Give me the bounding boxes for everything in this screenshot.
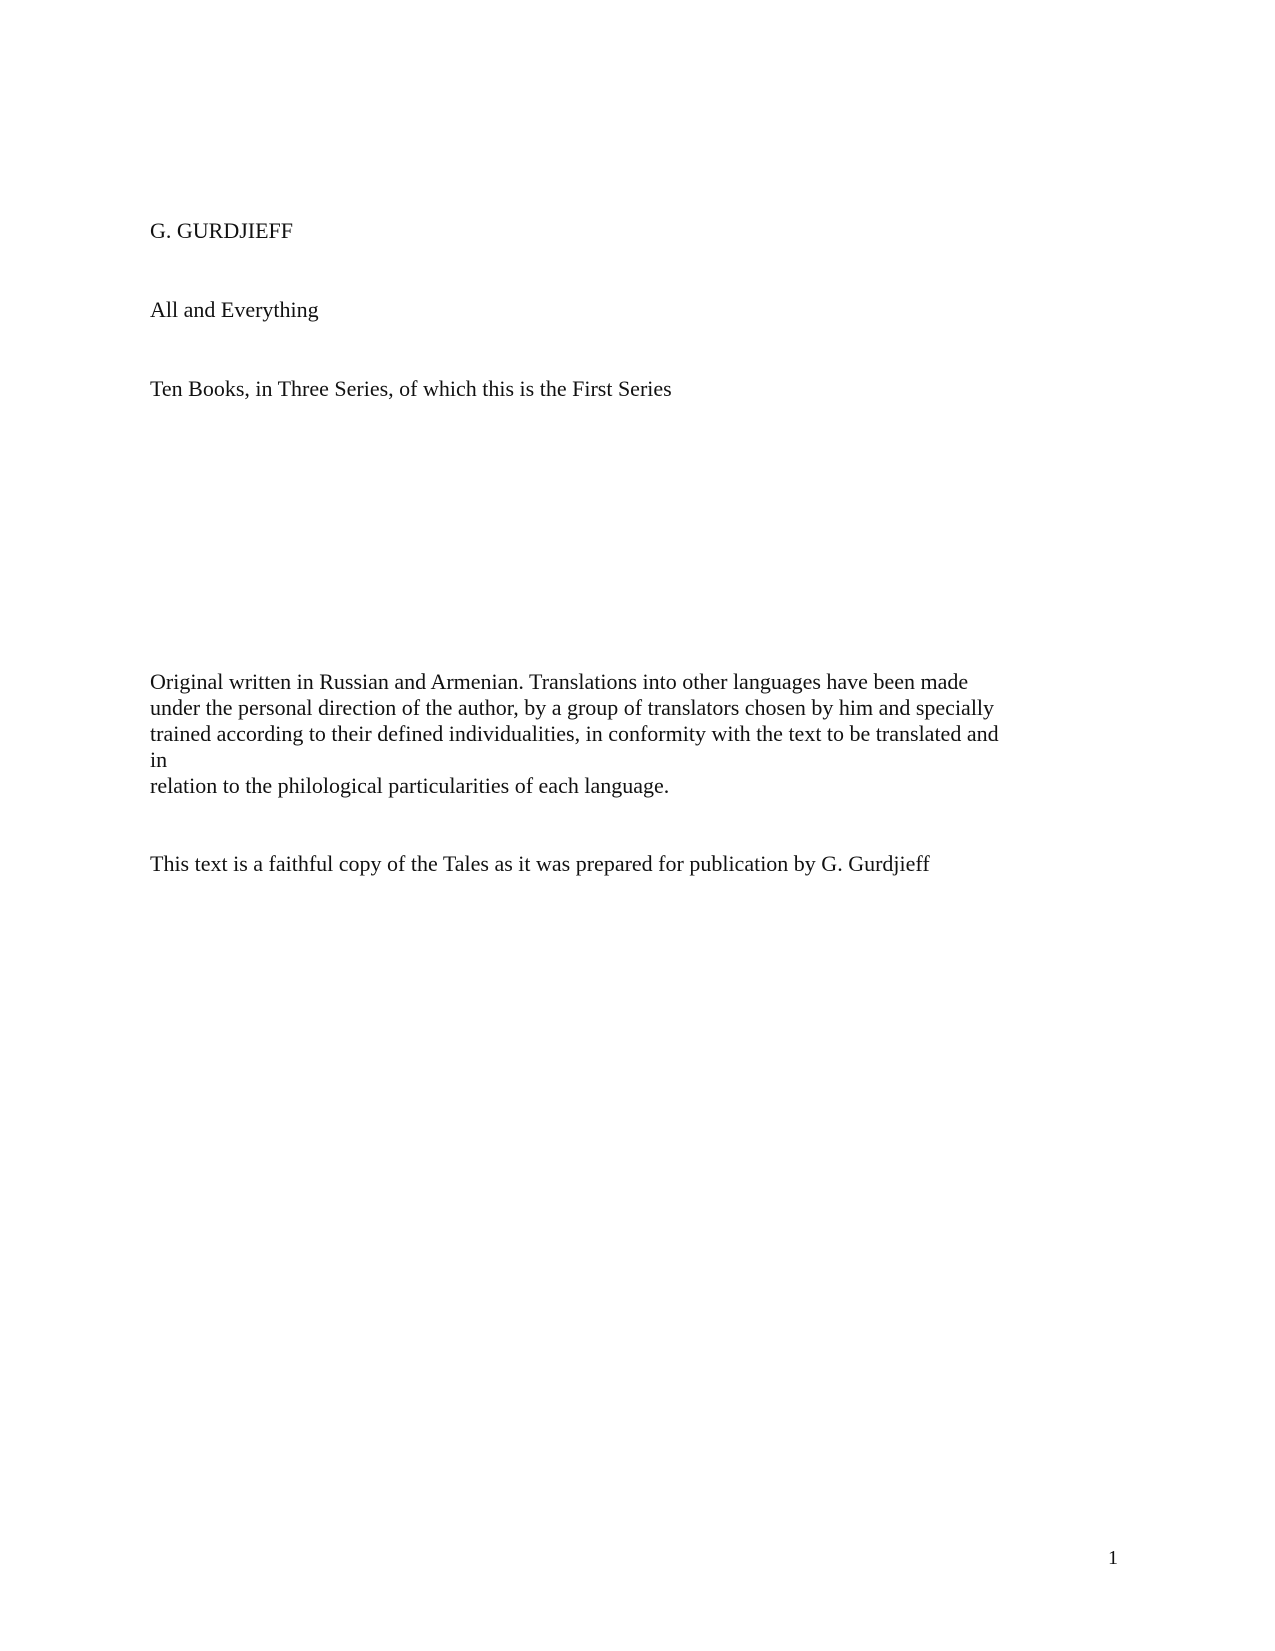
- book-title: All and Everything: [150, 297, 319, 322]
- author-name: G. GURDJIEFF: [150, 218, 294, 243]
- faithful-copy-note: This text is a faithful copy of the Tales as it was prepared for publication by G. Gurdjieff: [150, 851, 930, 876]
- series-note: Ten Books, in Three Series, of which this is the First Series: [150, 376, 672, 401]
- translation-note-line: under the personal direction of the author, by a group of translators chosen by him and specially: [150, 695, 995, 720]
- translation-note-line: in: [150, 747, 168, 772]
- translation-note-line: relation to the philological particularities of each language.: [150, 773, 670, 798]
- page-number: 1: [1108, 1547, 1118, 1569]
- translation-note-line: trained according to their defined individualities, in conformity with the text to be translated and: [150, 721, 999, 746]
- translation-note-line: Original written in Russian and Armenian. Translations into other languages have been made: [150, 669, 969, 694]
